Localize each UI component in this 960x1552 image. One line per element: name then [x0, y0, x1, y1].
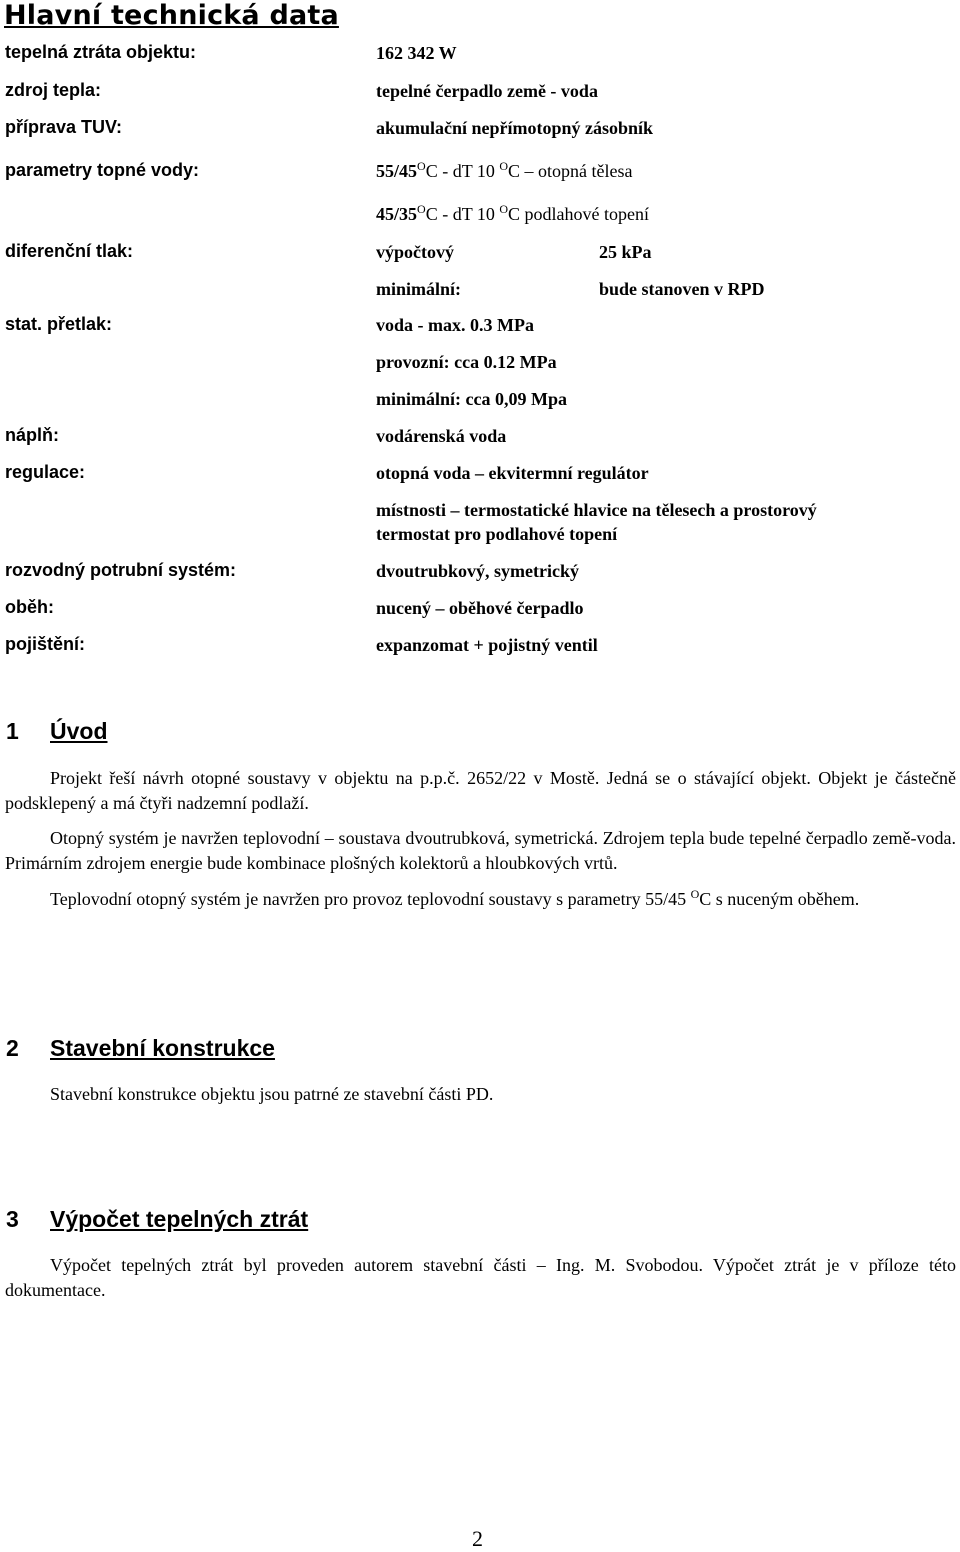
dhw-label: příprava TUV: [5, 117, 123, 137]
diff-pressure-calc-label: výpočtový [376, 242, 454, 262]
circulation-value: nucený – oběhové čerpadlo [376, 598, 584, 618]
control-value-water: otopná voda – ekvitermní regulátor [376, 463, 649, 483]
diff-pressure-min-label: minimální: [376, 279, 462, 299]
safety-label: pojištění: [5, 634, 85, 654]
static-pressure-max: voda - max. 0.3 MPa [376, 315, 534, 335]
section-1-paragraph-3: Teplovodní otopný systém je navržen pro provoz teplovodní soustavy s parametry 55/45 $^O$C s nuceným oběhem. [50, 887, 860, 909]
water-params-line-2: $45/35^OC$ - dT 10 $^O$C podlahové topení [376, 202, 650, 224]
dhw-value: akumulační nepřímotopný zásobník [376, 118, 654, 138]
diff-pressure-calc-value: 25 kPa [599, 242, 652, 262]
heat-loss-value: 162 342 W [376, 43, 457, 63]
section-3-paragraph-1: Výpočet tepelných ztrát byl proveden autorem stavební části – Ing. M. Svobodou. Výpočet ztrát je v příloze této dokumentace. [5, 1255, 956, 1300]
section-2-number: 2 [6, 1035, 19, 1061]
section-3-title: Výpočet tepelných ztrát [50, 1206, 309, 1232]
heat-source-value: tepelné čerpadlo země - voda [376, 81, 598, 101]
heat-loss-label: tepelná ztráta objektu: [5, 42, 197, 62]
fill-value: vodárenská voda [376, 426, 507, 446]
safety-value: expanzomat + pojistný ventil [376, 635, 598, 655]
diff-pressure-min-value: bude stanoven v RPD [599, 279, 765, 299]
static-pressure-oper: provozní: cca 0.12 MPa [376, 352, 557, 372]
page-number: 2 [472, 1526, 483, 1551]
control-value-rooms: místnosti – termostatické hlavice na tělesech a prostorový [376, 500, 817, 520]
circulation-label: oběh: [5, 597, 54, 617]
control-value-rooms-cont: termostat pro podlahové topení [376, 524, 618, 544]
heat-source-label: zdroj tepla: [5, 80, 102, 100]
section-2-title: Stavební konstrukce [50, 1035, 275, 1061]
page-title: Hlavní technická data [4, 0, 339, 31]
distribution-label: rozvodný potrubní systém: [5, 560, 237, 580]
water-params-line-1: $55/45^OC$ - dT 10 $^O$C – otopná tělesa [376, 159, 633, 181]
control-label: regulace: [5, 462, 86, 482]
section-2-paragraph-1: Stavební konstrukce objektu jsou patrné ze stavební části PD. [50, 1084, 494, 1104]
static-pressure-label: stat. přetlak: [5, 314, 113, 334]
fill-label: náplň: [5, 425, 59, 445]
static-pressure-min: minimální: cca 0,09 Mpa [376, 389, 567, 409]
section-1-paragraph-1: Projekt řeší návrh otopné soustavy v objektu na p.p.č. 2652/22 v Mostě. Jedná se o stávající objekt. Objekt je částečně podsklepený a má čtyři nadzemní podlaží. [5, 768, 956, 813]
section-1-title: Úvod [50, 718, 108, 744]
diff-pressure-label: diferenční tlak: [5, 241, 134, 261]
section-3-number: 3 [6, 1206, 19, 1232]
section-1-number: 1 [6, 718, 19, 744]
distribution-value: dvoutrubkový, symetrický [376, 561, 580, 581]
water-params-label: parametry topné vody: [5, 160, 200, 180]
section-1-paragraph-2: Otopný systém je navržen teplovodní – soustava dvoutrubková, symetrická. Zdrojem tepla bude tepelné čerpadlo země-voda. Primárním zdrojem energie bude kombinace plošných kolektorů a hloubkových vrtů. [5, 828, 956, 873]
